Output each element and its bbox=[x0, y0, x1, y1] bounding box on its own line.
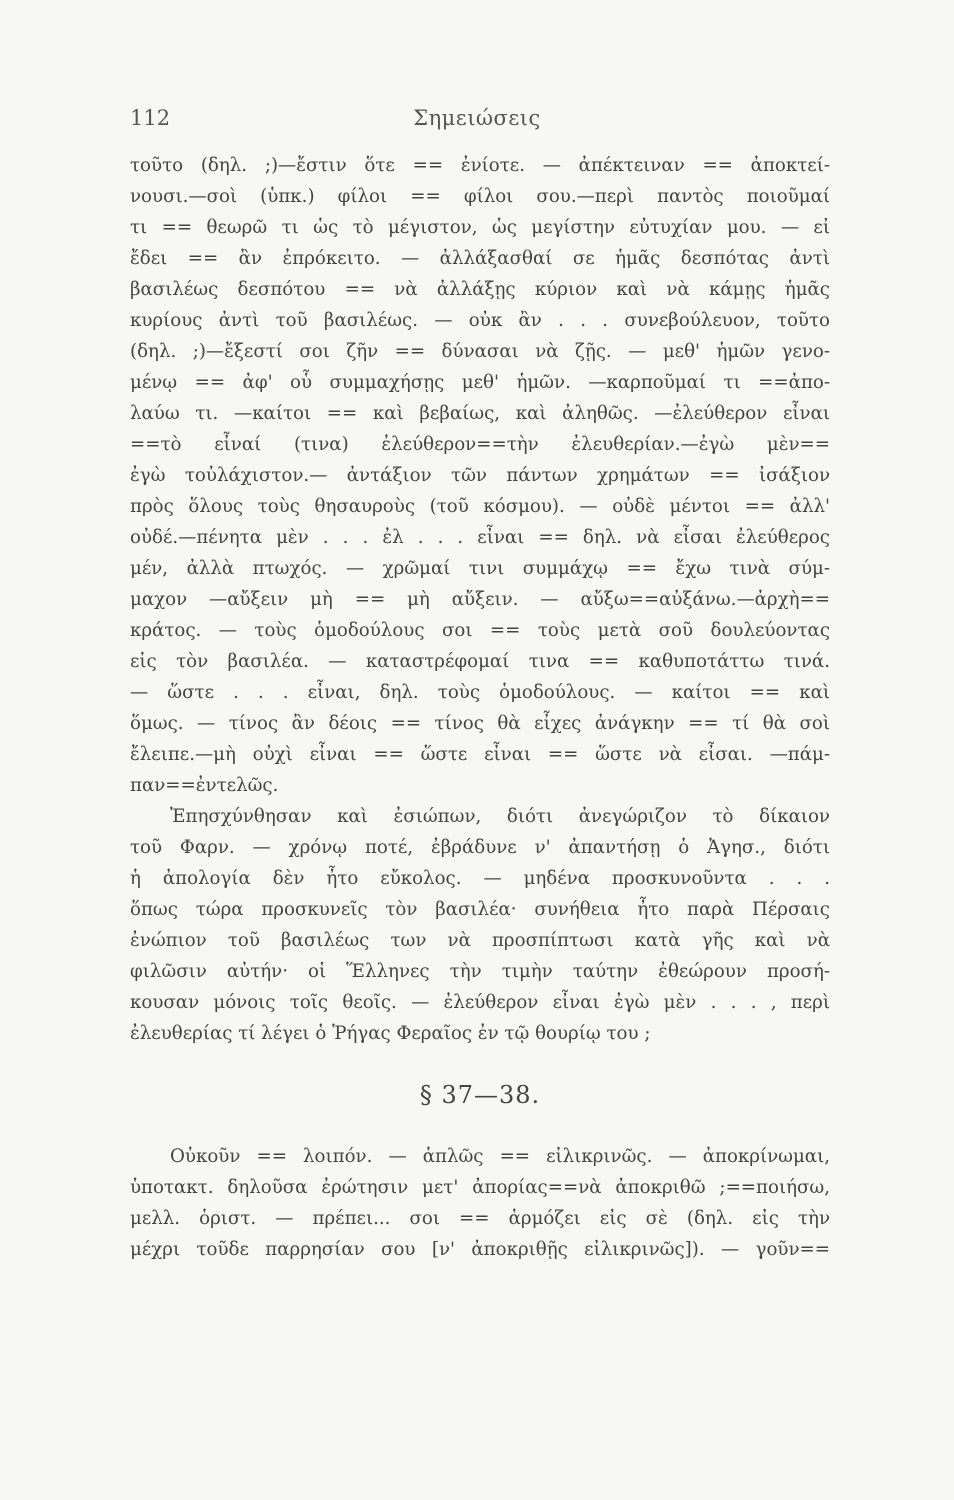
paragraph-notes-1 bbox=[130, 150, 830, 801]
text-line: μένῳ == ἀφ' οὗ συμμαχήσῃς μεθ' ἡμῶν. —καρποῦμαί τι ==ἀπο- bbox=[130, 372, 830, 393]
text-line: πρὸς ὅλους τοὺς θησαυροὺς (τοῦ κόσμου). — οὐδὲ μέντοι == ἀλλ' bbox=[130, 496, 830, 517]
text-line: εἰς τὸν βασιλέα. — καταστρέφομαί τινα == καθυποτάττω τινά. bbox=[130, 651, 830, 672]
paragraph-notes-3 bbox=[130, 1141, 830, 1265]
text-line: φιλῶσιν αὐτήν· οἱ Ἕλληνες τὴν τιμὴν ταύτην ἐθεώρουν προσή- bbox=[130, 961, 830, 982]
text-line: — ὥστε . . . εἶναι, δηλ. τοὺς ὁμοδούλους. — καίτοι == καὶ bbox=[130, 682, 830, 703]
text-line: Ἐπησχύνθησαν καὶ ἐσιώπων, διότι ἀνεγώριζον τὸ δίκαιον bbox=[170, 806, 830, 827]
text-line: μέν, ἀλλὰ πτωχός. — χρῶμαί τινι συμμάχῳ == ἔχω τινὰ σύμ- bbox=[130, 558, 830, 579]
text-line: ὅπως τώρα προσκυνεῖς τὸν βασιλέα· συνήθεια ἦτο παρὰ Πέρσαις bbox=[130, 899, 830, 920]
text-line: νουσι.—σοὶ (ὑπκ.) φίλοι == φίλοι σου.—περὶ παντὸς ποιοῦμαί bbox=[130, 186, 830, 207]
text-line: Οὐκοῦν == λοιπόν. — ἁπλῶς == εἰλικρινῶς. — ἀποκρίνωμαι, bbox=[170, 1146, 830, 1167]
text-line: μαχον —αὔξειν μὴ == μὴ αὔξειν. — αὔξω==αὐξάνω.—ἀρχὴ== bbox=[130, 589, 830, 610]
text-line: οὐδέ.—πένητα μὲν . . . ἐλ . . . εἶναι == δηλ. νὰ εἶσαι ἐλεύθερος bbox=[130, 527, 830, 548]
text-line: τοῦ Φαρν. — χρόνῳ ποτέ, ἐβράδυνε ν' ἀπαντήσῃ ὁ Ἀγησ., διότι bbox=[130, 837, 830, 858]
text-line: ἐγὼ τοὐλάχιστον.— ἀντάξιον τῶν πάντων χρημάτων == ἰσάξιον bbox=[130, 465, 830, 486]
page-number: 112 bbox=[130, 106, 171, 130]
section-heading: § 37—38. bbox=[419, 1081, 541, 1109]
text-line: τι == θεωρῶ τι ὡς τὸ μέγιστον, ὡς μεγίστην εὐτυχίαν μου. — εἰ bbox=[130, 217, 830, 238]
running-title: Σημειώσεις bbox=[413, 106, 541, 130]
text-line: τοῦτο (δηλ. ;)—ἔστιν ὅτε == ἐνίοτε. — ἀπέκτειναν == ἀποκτεί- bbox=[130, 155, 830, 176]
text-line: βασιλέως δεσπότου == νὰ ἀλλάξῃς κύριον καὶ νὰ κάμῃς ἡμᾶς bbox=[130, 279, 830, 300]
text-line: κυρίους ἀντὶ τοῦ βασιλέως. — οὐκ ἂν . . . συνεβούλευον, τοῦτο bbox=[130, 310, 830, 331]
text-line: ἡ ἀπολογία δὲν ἦτο εὔκολος. — μηδένα προσκυνοῦντα . . . bbox=[130, 868, 830, 889]
text-line: ὑποτακτ. δηλοῦσα ἐρώτησιν μετ' ἀπορίας==νὰ ἀποκριθῶ ;==ποιήσω, bbox=[130, 1177, 830, 1198]
text-line: μελλ. ὁριστ. — πρέπει... σοι == ἁρμόζει εἰς σὲ (δηλ. εἰς τὴν bbox=[130, 1208, 830, 1229]
text-line: ἐλευθερίας τί λέγει ὁ Ῥήγας Φεραῖος ἐν τῷ θουρίῳ του ; bbox=[130, 1023, 651, 1044]
text-line: μέχρι τοῦδε παρρησίαν σου [ν' ἀποκριθῇς εἰλικρινῶς]). — γοῦν== bbox=[130, 1239, 830, 1260]
text-line: κράτος. — τοὺς ὁμοδούλους σοι == τοὺς μετὰ σοῦ δουλεύοντας bbox=[130, 620, 830, 641]
text-line: ἔλειπε.—μὴ οὐχὶ εἶναι == ὥστε εἶναι == ὥστε νὰ εἶσαι. —πάμ- bbox=[130, 744, 830, 765]
text-line: παν==ἐντελῶς. bbox=[130, 775, 279, 796]
text-line: λαύω τι. —καίτοι == καὶ βεβαίως, καὶ ἀληθῶς. —ἐλεύθερον εἶναι bbox=[130, 403, 830, 424]
text-line: (δηλ. ;)—ἔξεστί σοι ζῆν == δύνασαι νὰ ζῇς. — μεθ' ἡμῶν γενο- bbox=[130, 341, 830, 362]
text-line: ἐνώπιον τοῦ βασιλέως των νὰ προσπίπτωσι κατὰ γῆς καὶ νὰ bbox=[130, 930, 830, 951]
text-line: ==τὸ εἶναί (τινα) ἐλεύθερον==τὴν ἐλευθερίαν.—ἐγὼ μὲν== bbox=[130, 434, 830, 455]
text-line: ἔδει == ἂν ἐπρόκειτο. — ἀλλάξασθαί σε ἡμᾶς δεσπότας ἀντὶ bbox=[130, 248, 830, 269]
body-text bbox=[130, 150, 830, 1265]
paragraph-notes-2 bbox=[130, 801, 830, 1049]
text-line: ὅμως. — τίνος ἂν δέοις == τίνος θὰ εἶχες ἀνάγκην == τί θὰ σοὶ bbox=[130, 713, 830, 734]
page-header bbox=[0, 106, 954, 136]
text-line: κουσαν μόνοις τοῖς θεοῖς. — ἐλεύθερον εἶναι ἐγὼ μὲν . . . , περὶ bbox=[130, 992, 830, 1013]
